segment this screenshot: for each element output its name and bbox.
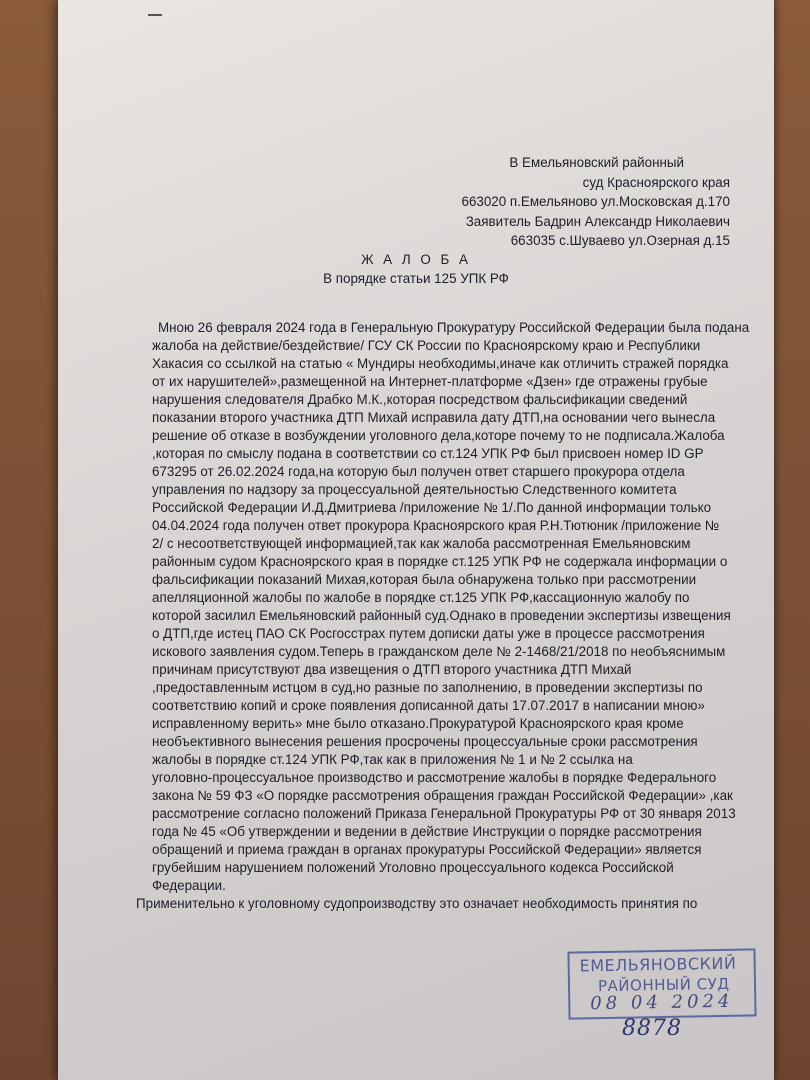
body-line: нарушения следователя Драбко М.К.,которая посредством фальсификации сведений xyxy=(152,392,688,407)
body-line: соответствию копий и сроке появления дописанной даты 17.07.2017 в написании мною» xyxy=(152,698,705,713)
body-line: 673295 от 26.02.2024 года,на которую был получен ответ старшего прокурора отдела xyxy=(152,464,685,479)
body-line: апелляционной жалобы по жалобе в порядке ст.125 УПК РФ,кассационную жалобу по xyxy=(152,590,690,605)
document-title: Ж А Л О Б А xyxy=(361,252,471,267)
document-page xyxy=(58,0,774,1080)
addressee-line: В Емельяновский районный xyxy=(509,155,684,170)
body-line: ,предоставленным истцом в суд,но разные по заполнению, в проведении экспертизы по xyxy=(152,680,703,695)
body-line: решение об отказе в возбуждении уголовного дела,которе почему то не подписала.Жалоба xyxy=(152,428,725,443)
body-line: 04.04.2024 года получен ответ прокурора Красноярского края Р.Н.Тютюник /приложение № xyxy=(152,518,720,533)
body-line: рассмотрение согласно положений Приказа Генеральной Прокуратуры РФ от 30 января 2013 xyxy=(152,806,736,821)
addressee-line: 663035 с.Шуваево ул.Озерная д.15 xyxy=(510,233,730,248)
body-line: Федерации. xyxy=(152,878,226,893)
stamp-line-1: ЕМЕЛЬЯНОВСКИЙ xyxy=(579,953,737,976)
body-line: Российской Федерации И.Д.Дмитриева /приложение № 1/.По данной информации только xyxy=(152,500,712,515)
addressee-block xyxy=(462,153,730,251)
stamp-date: 08 04 2024 xyxy=(590,990,734,1015)
addressee-line: Заявитель Бадрин Александр Николаевич xyxy=(465,213,730,229)
body-line: Мною 26 февраля 2024 года в Генеральную Прокуратуру Российской Федерации была подана xyxy=(158,320,750,335)
body-line: которой засилил Емельяновский районный суд.Однако в проведении экспертизы извещения xyxy=(152,608,731,623)
body-line: уголовно-процессуальное производство и рассмотрение жалобы в порядке Федерального xyxy=(152,770,717,785)
body-line: управления по надзору за процессуальной деятельностью Следственного комитета xyxy=(152,482,677,497)
body-line: жалобы в порядке ст.124 УПК РФ,так как в приложения № 1 и № 2 ссылка на xyxy=(152,752,633,767)
body-line: жалоба на действие/бездействие/ ГСУ СК России по Красноярскому краю и Республики xyxy=(152,338,701,353)
body-line: фальсификации показаний Михая,которая была обнаружена только при рассмотрении xyxy=(152,572,697,587)
addressee-line: суд Красноярского края xyxy=(582,174,730,190)
body-line: 2/ с несоответствующей информацией,так как жалоба рассмотренная Емельяновским xyxy=(152,536,691,551)
body-line: исправленному верить» мне было отказано.Прокуратурой Красноярского края кроме xyxy=(152,716,684,731)
document-subtitle: В порядке статьи 125 УПК РФ xyxy=(323,271,509,286)
body-line: районным судом Красноярского края в порядке ст.125 УПК РФ не содержала информации о xyxy=(152,554,728,569)
body-line: закона № 59 ФЗ «О порядке рассмотрения обращения граждан Российской Федерации» ,как xyxy=(152,788,733,803)
title-block xyxy=(58,250,774,288)
court-receipt-stamp xyxy=(567,948,756,1019)
body-line: причинам присутствуют два извещения о ДТП второго участника ДТП Михай xyxy=(152,662,632,677)
body-line: года № 45 «Об утверждении и ведении в действие Инструкции о порядке рассмотрения xyxy=(152,824,702,839)
body-line: необъективного вынесения решения просрочены процессуальные сроки рассмотрения xyxy=(152,734,698,749)
body-line: о ДТП,где истец ПАО СК Росгосстрах путем дописки даты уже в процессе рассмотрения xyxy=(152,626,705,641)
incoming-number: 8878 xyxy=(622,1016,682,1041)
body-line: искового заявления судом.Теперь в гражданском деле № 2-1468/21/2018 по необъяснимым xyxy=(152,644,726,659)
body-line: грубейшим нарушением положений Уголовно процессуального кодекса Российской xyxy=(152,860,674,875)
body-line: от их нарушителей»,размещенной на Интернет-платформе «Дзен» где отражены грубые xyxy=(152,374,708,389)
body-line: Хакасия со ссылкой на статью « Мундиры необходимы,иначе как отличить стражей порядка xyxy=(152,356,729,371)
paper-mark xyxy=(148,14,162,16)
body-line: показании второго участника ДТП Михай исправила дату ДТП,на основании чего вынесла xyxy=(152,410,716,425)
body-line: Применительно к уголовному судопроизводству это означает необходимость принятия по xyxy=(136,896,698,911)
addressee-line: 663020 п.Емельяново ул.Московская д.170 xyxy=(461,194,730,209)
body-line: обращений и приема граждан в органах прокуратуры Российской Федерации» является xyxy=(152,842,702,857)
body-line: ,которая по смыслу подана в соответствии со ст.124 УПК РФ был присвоен номер ID GP xyxy=(152,446,704,461)
stamp-line-2: РАЙОННЫЙ СУД xyxy=(597,974,730,996)
